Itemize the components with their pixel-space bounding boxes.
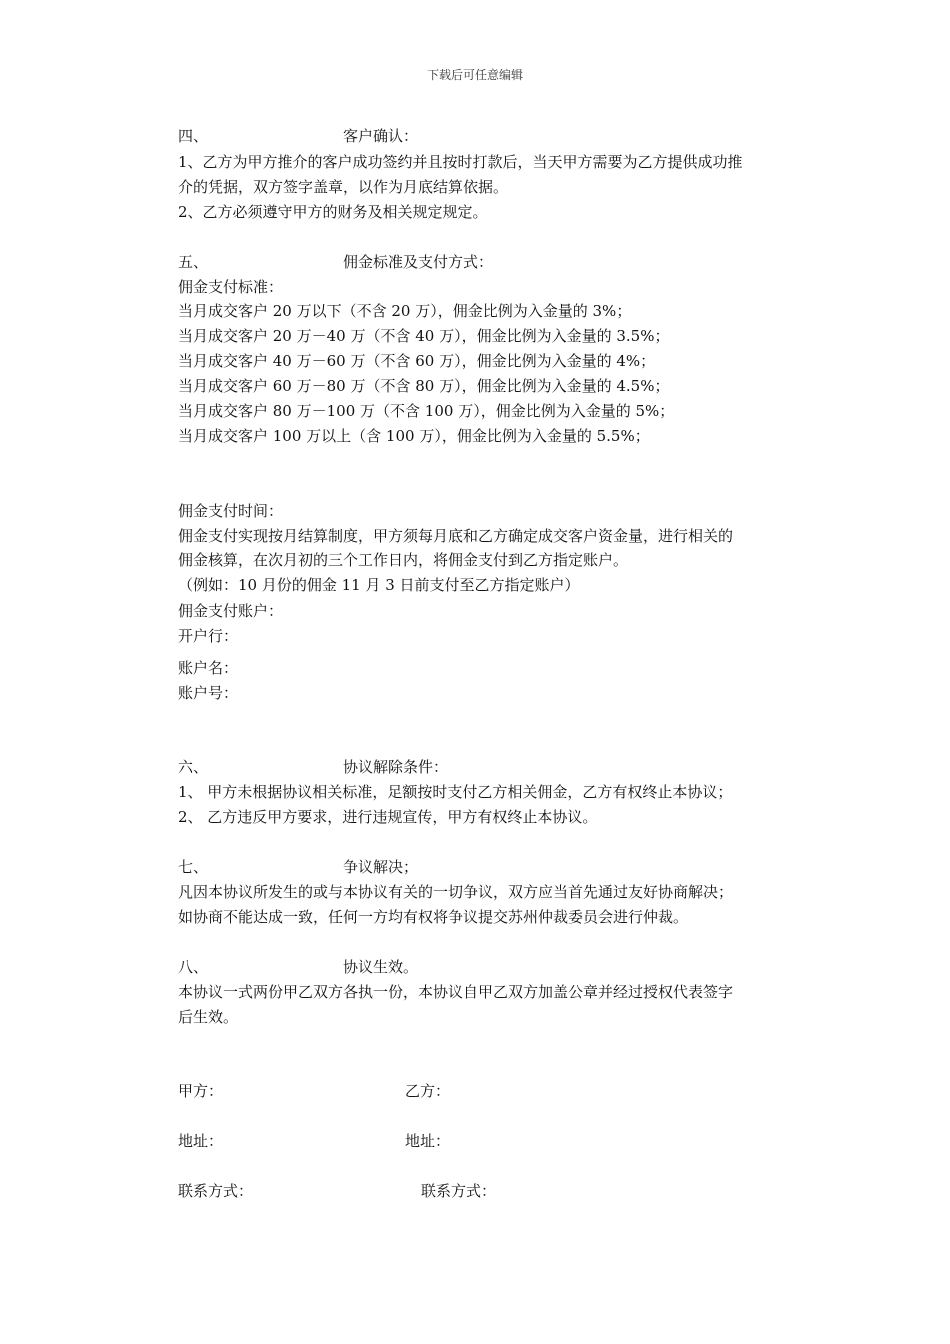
section-4-line: 2、乙方必须遵守甲方的财务及相关规定规定。 — [178, 203, 488, 221]
section-6-heading — [178, 757, 449, 777]
section-5-heading — [178, 252, 494, 272]
section-7-title: 争议解决； — [343, 858, 419, 876]
section-5-number: 五、 — [178, 253, 209, 271]
section-4-title: 客户确认： — [343, 127, 419, 145]
commission-rate-line: 当月成交客户 100 万以上（含 100 万），佣金比例为入金量的 5.5%； — [178, 427, 650, 445]
section-4-line: 介的凭据，双方签字盖章，以作为月底结算依据。 — [178, 178, 509, 196]
party-a-label: 甲方： — [178, 1082, 224, 1100]
payment-time-example: （例如：10 月份的佣金 11 月 3 日前支付至乙方指定账户） — [178, 576, 580, 594]
party-b-address: 地址： — [405, 1132, 451, 1150]
section-6-title: 协议解除条件： — [343, 758, 449, 776]
section-7-line: 凡因本协议所发生的或与本协议有关的一切争议，双方应当首先通过友好协商解决； — [178, 883, 734, 901]
party-b-label: 乙方： — [405, 1082, 451, 1100]
section-6-number: 六、 — [178, 758, 209, 776]
account-name-field: 账户名： — [178, 659, 239, 677]
section-8-title: 协议生效。 — [343, 958, 419, 976]
bank-field: 开户行： — [178, 627, 239, 645]
payment-time-line: 佣金支付实现按月结算制度，甲方须每月底和乙方确定成交客户资金量，进行相关的 — [178, 527, 734, 545]
party-a-address: 地址： — [178, 1132, 224, 1150]
section-6-line: 2、 乙方违反甲方要求，进行违规宣传，甲方有权终止本协议。 — [178, 808, 598, 826]
commission-rate-line: 当月成交客户 20 万－40 万（不含 40 万），佣金比例为入金量的 3.5%； — [178, 327, 670, 345]
payment-account-label: 佣金支付账户： — [178, 602, 284, 620]
section-6-line: 1、 甲方未根据协议相关标准，足额按时支付乙方相关佣金，乙方有权终止本协议； — [178, 783, 733, 801]
section-7-number: 七、 — [178, 858, 209, 876]
account-number-field: 账户号： — [178, 684, 239, 702]
page-header: 下载后可任意编辑 — [426, 68, 523, 82]
commission-rate-line: 当月成交客户 60 万－80 万（不含 80 万），佣金比例为入金量的 4.5%； — [178, 377, 670, 395]
section-8-heading — [178, 957, 419, 977]
section-7-line: 如协商不能达成一致，任何一方均有权将争议提交苏州仲裁委员会进行仲裁。 — [178, 908, 689, 926]
section-8-line: 本协议一式两份甲乙双方各执一份，本协议自甲乙双方加盖公章并经过授权代表签字 — [178, 983, 734, 1001]
party-a-contact: 联系方式： — [178, 1182, 254, 1200]
commission-rate-line: 当月成交客户 20 万以下（不含 20 万），佣金比例为入金量的 3%； — [178, 302, 632, 320]
party-b-contact: 联系方式： — [421, 1182, 497, 1200]
section-4-line: 1、乙方为甲方推介的客户成功签约并且按时打款后，当天甲方需要为乙方提供成功推 — [178, 153, 743, 171]
payment-time-label: 佣金支付时间： — [178, 502, 284, 520]
commission-rate-line: 当月成交客户 40 万－60 万（不含 60 万），佣金比例为入金量的 4%； — [178, 352, 656, 370]
section-5-title: 佣金标准及支付方式： — [343, 253, 494, 271]
section-8-number: 八、 — [178, 958, 209, 976]
section-8-line: 后生效。 — [178, 1008, 239, 1026]
commission-standard-label: 佣金支付标准： — [178, 278, 284, 296]
section-4-number: 四、 — [178, 127, 209, 145]
section-4-heading — [178, 126, 419, 146]
payment-time-line: 佣金核算，在次月初的三个工作日内，将佣金支付到乙方指定账户。 — [178, 551, 629, 569]
commission-rate-line: 当月成交客户 80 万－100 万（不含 100 万），佣金比例为入金量的 5%； — [178, 402, 675, 420]
section-7-heading — [178, 857, 419, 877]
